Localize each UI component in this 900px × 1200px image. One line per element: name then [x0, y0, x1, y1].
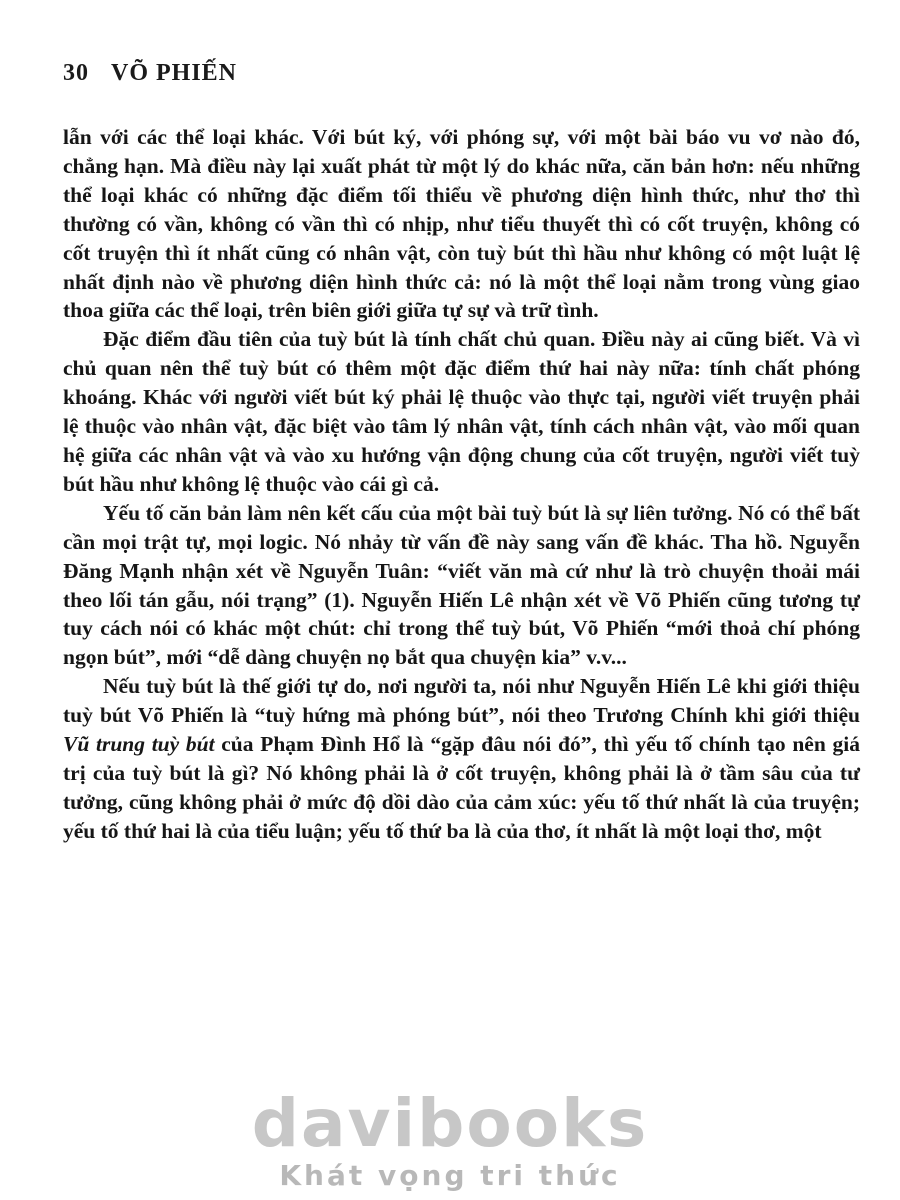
- text-run: Yếu tố căn bản làm nên kết cấu của một bài tuỳ bút là sự liên tưởng. Nó có thể bất cần mọi trật tự, mọi logic. Nó nhảy từ vấn đề này sang vấn đề khác. Tha hồ. Nguyễn Đăng Mạnh nhận xét về Nguyễn Tuân: “viết văn mà cứ như là trò chuyện thoải mái theo lối tán gẫu, nói trạng” (1). Nguyễn Hiến Lê nhận xét về Võ Phiến cũng tương tự tuy cách nói có khác một chút: chỉ trong thể tuỳ bút, Võ Phiến “mới thoả chí phóng ngọn bút”, mới “dễ dàng chuyện nọ bắt qua chuyện kia” v.v...: [63, 500, 860, 670]
- watermark: [0, 1085, 900, 1192]
- page-body: [63, 123, 860, 846]
- page-header: [63, 60, 860, 87]
- book-title-italic: Vũ trung tuỳ bút: [63, 732, 215, 757]
- page-content: [63, 60, 860, 846]
- paragraph: [63, 325, 860, 498]
- watermark-tagline: Khát vọng tri thức: [279, 1159, 621, 1192]
- paragraph: [63, 123, 860, 325]
- paragraph: [63, 672, 860, 845]
- text-run: Nếu tuỳ bút là thế giới tự do, nơi người ta, nói như Nguyễn Hiến Lê khi giới thiệu tuỳ bút Võ Phiến là “tuỳ hứng mà phóng bút”, nói theo Trương Chính khi giới thiệu: [63, 674, 860, 728]
- running-title: VÕ PHIẾN: [111, 60, 238, 86]
- paragraph: [63, 499, 860, 672]
- page-number: 30: [63, 60, 89, 86]
- text-run: Đặc điểm đầu tiên của tuỳ bút là tính chất chủ quan. Điều này ai cũng biết. Và vì chủ quan nên thể tuỳ bút có thêm một đặc điểm thứ hai này nữa: tính chất phóng khoáng. Khác với người viết bút ký phải lệ thuộc vào thực tại, người viết truyện phải lệ thuộc vào nhân vật, đặc biệt vào tâm lý nhân vật, tính cách nhân vật, vào mối quan hệ giữa các nhân vật và vào xu hướng vận động chung của cốt truyện, người viết tuỳ bút hầu như không lệ thuộc vào cái gì cả.: [63, 327, 860, 496]
- watermark-logo: davibooks: [251, 1085, 649, 1162]
- text-run: lẫn với các thể loại khác. Với bút ký, với phóng sự, với một bài báo vu vơ nào đó, chẳng hạn. Mà điều này lại xuất phát từ một lý do khác nữa, căn bản hơn: nếu những thể loại khác có những đặc điểm tối thiểu về phương diện hình thức, như thơ thì thường có vần, không có vần thì có nhịp, như tiểu thuyết thì có cốt truyện, không có cốt truyện thì ít nhất cũng có nhân vật, còn tuỳ bút thì hầu như không có một luật lệ nhất định nào về phương diện hình thức cả: nó là một thể loại nằm trong vùng giao thoa giữa các thể loại, trên biên giới giữa tự sự và trữ tình.: [63, 125, 860, 323]
- text-run: của Phạm Đình Hổ là “gặp đâu nói đó”, thì yếu tố chính tạo nên giá trị của tuỳ bút là gì? Nó không phải là ở cốt truyện, không phải là ở tầm sâu của tư tưởng, cũng không phải ở mức độ dồi dào của cảm xúc: yếu tố thứ nhất là của truyện; yếu tố thứ hai là của tiểu luận; yếu tố thứ ba là của thơ, ít nhất là một loại thơ, một: [63, 732, 860, 843]
